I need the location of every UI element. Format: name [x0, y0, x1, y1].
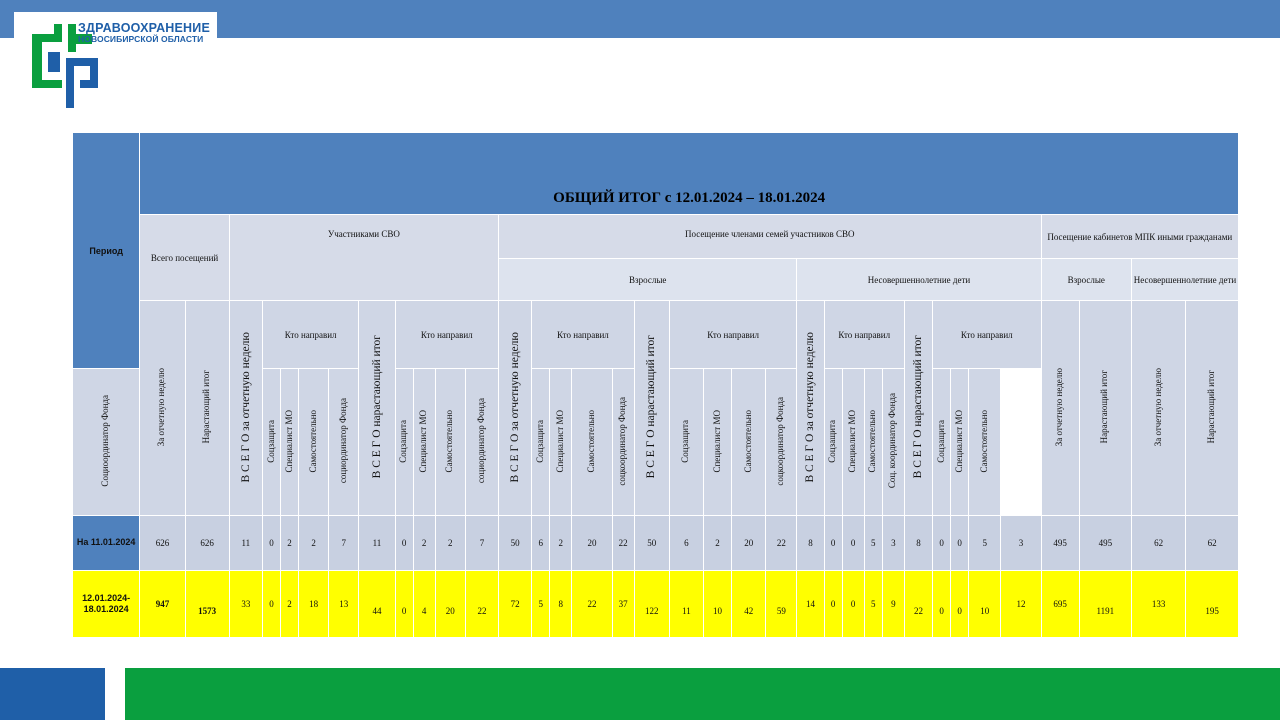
cell: 22: [465, 571, 498, 638]
col-mpk-minors-cumulative: Нарастающий итог: [1186, 301, 1239, 516]
cell: 13: [329, 571, 359, 638]
col-svo-w-self: Самостоятельно: [299, 369, 329, 516]
cell: 0: [933, 571, 951, 638]
col-mn-w-coordinator: соцкоординатор Фонда: [766, 369, 797, 516]
col-mn-c-specialist: Специалист МО: [951, 369, 969, 516]
svo-families-header: Посещение членами семей участников СВО: [499, 215, 1042, 259]
col-svo-total-week: В С Е Г О за отчетную неделю: [229, 301, 262, 516]
row-period: На 11.01.2024: [73, 516, 140, 571]
col-mpk-minors-week: За отчетную неделю: [1131, 301, 1185, 516]
cell: 8: [797, 516, 824, 571]
logo: [14, 12, 217, 104]
cell: 0: [951, 571, 969, 638]
col-svo-total-cumulative: В С Е Г О нарастающий итог: [359, 301, 395, 516]
col-mn-c-coordinator: Соц. координатор Фонда: [882, 369, 904, 516]
col-mpk-adults-week: За отчетную неделю: [1041, 301, 1079, 516]
col-minors-total-cumulative: В С Е Г О нарастающий итог: [904, 301, 932, 516]
col-week: За отчетную неделю: [140, 301, 185, 516]
cell: 2: [703, 516, 731, 571]
period-label: Период: [89, 245, 123, 256]
cell: 10: [703, 571, 731, 638]
cell: 133: [1131, 571, 1185, 638]
cell: 11: [359, 516, 395, 571]
cell: 50: [634, 516, 669, 571]
mpk-others-header: Посещение кабинетов МПК иными гражданами: [1041, 215, 1238, 259]
families-adults-header: Взрослые: [499, 259, 797, 301]
col-adults-total-week: В С Е Г О за отчетную неделю: [499, 301, 532, 516]
logo-text: [78, 22, 210, 44]
adults-referred-week-header: Кто направил: [532, 301, 634, 369]
cell: 2: [435, 516, 465, 571]
cell: 2: [413, 516, 435, 571]
col-ad-c-self: Самостоятельно: [732, 369, 766, 516]
cell: 8: [904, 516, 932, 571]
col-mn-w-self: Самостоятельно: [864, 369, 882, 516]
table-title: ОБЩИЙ ИТОГ с 12.01.2024 – 18.01.2024: [553, 190, 826, 206]
cell: 6: [669, 516, 703, 571]
cell: 5: [864, 516, 882, 571]
cell: 11: [669, 571, 703, 638]
cell: 0: [933, 516, 951, 571]
cell: 195: [1186, 571, 1239, 638]
cell: 947: [140, 571, 185, 638]
cell: 3: [882, 516, 904, 571]
col-svo-c-coordinator: социординатор Фонда: [329, 369, 359, 516]
cell: 7: [465, 516, 498, 571]
col-mn-c-self: Самостоятельно: [969, 369, 1001, 516]
cell: 20: [572, 516, 612, 571]
cell: 0: [262, 571, 280, 638]
cell: 0: [395, 516, 413, 571]
svo-referred-week-header: Кто направил: [262, 301, 358, 369]
cell: 2: [281, 516, 299, 571]
mpk-minors-header: Несовершеннолетние дети: [1131, 259, 1238, 301]
cell: 0: [262, 516, 280, 571]
cell: 44: [359, 571, 395, 638]
cell: 37: [612, 571, 634, 638]
cell: 22: [572, 571, 612, 638]
cell: 12: [1001, 571, 1041, 638]
col-ad-c-social: Соцзащита: [669, 369, 703, 516]
footer-green-bar: [125, 668, 1280, 720]
col-minors-total-week: В С Е Г О за отчетную неделю: [797, 301, 824, 516]
cell: 122: [634, 571, 669, 638]
cell: 626: [185, 516, 229, 571]
col-ad-w-social: Соцзащита: [532, 369, 550, 516]
cell: 62: [1131, 516, 1185, 571]
col-svo-w-specialist: Специалист МО: [281, 369, 299, 516]
table-row: [73, 516, 1239, 571]
cell: 62: [1186, 516, 1239, 571]
col-ad-w-self: Самостоятельно: [572, 369, 612, 516]
cell: 495: [1079, 516, 1131, 571]
cell: 0: [951, 516, 969, 571]
minors-referred-cumulative-header: Кто направил: [933, 301, 1042, 369]
col-mn-w-social: Соцзащита: [824, 369, 842, 516]
cell: 0: [824, 571, 842, 638]
cell: 33: [229, 571, 262, 638]
cell: 1573: [185, 571, 229, 638]
logo-line-2: НОВОСИБИРСКОЙ ОБЛАСТИ: [78, 34, 204, 45]
col-svo-w-social: Соцзащита: [262, 369, 280, 516]
mpk-adults-header: Взрослые: [1041, 259, 1131, 301]
cell: 5: [969, 516, 1001, 571]
cell: 8: [550, 571, 572, 638]
logo-line-1: ЗДРАВООХРАНЕНИЕ: [78, 21, 211, 35]
cell: 20: [435, 571, 465, 638]
col-adults-total-cumulative: В С Е Г О нарастающий итог: [634, 301, 669, 516]
cell: 0: [824, 516, 842, 571]
footer-blue-block: [0, 668, 105, 720]
cell: 5: [864, 571, 882, 638]
col-ad-w-coordinator: социординатор Фонда: [465, 369, 498, 516]
cell: 50: [499, 516, 532, 571]
row-period: 12.01.2024-18.01.2024: [73, 571, 140, 638]
col-cumulative: Нарастающий итог: [185, 301, 229, 516]
cell: 1191: [1079, 571, 1131, 638]
cell: 626: [140, 516, 185, 571]
cell: 20: [732, 516, 766, 571]
cell: 2: [550, 516, 572, 571]
cell: 7: [329, 516, 359, 571]
cell: 3: [1001, 516, 1041, 571]
cell: 495: [1041, 516, 1079, 571]
col-svo-c-specialist: Специалист МО: [413, 369, 435, 516]
cell: 0: [395, 571, 413, 638]
cell: 6: [532, 516, 550, 571]
col-mn-w-specialist: Специалист МО: [842, 369, 864, 516]
cell: 22: [904, 571, 932, 638]
cell: 0: [842, 571, 864, 638]
cell: 695: [1041, 571, 1079, 638]
col-svo-c-social: Соцзащита: [395, 369, 413, 516]
cell: 9: [882, 571, 904, 638]
cell: 5: [532, 571, 550, 638]
col-mn-c-social: Соцзащита: [933, 369, 951, 516]
cell: 2: [281, 571, 299, 638]
table-row: [73, 571, 1239, 638]
cell: 18: [299, 571, 329, 638]
col-mpk-adults-cumulative: Нарастающий итог: [1079, 301, 1131, 516]
col-svo-c-self: Самостоятельно: [435, 369, 465, 516]
cell: 11: [229, 516, 262, 571]
visits-summary-table: [72, 132, 1239, 638]
cell: 4: [413, 571, 435, 638]
col-svo-w-coordinator: Социоординатор Фонда: [73, 369, 140, 516]
cell: 10: [969, 571, 1001, 638]
cell: 14: [797, 571, 824, 638]
cell: 42: [732, 571, 766, 638]
col-ad-w-specialist: Специалист МО: [550, 369, 572, 516]
adults-referred-cumulative-header: Кто направил: [669, 301, 797, 369]
cell: 22: [766, 516, 797, 571]
period-header: [73, 133, 140, 369]
cell: 59: [766, 571, 797, 638]
cell: 2: [299, 516, 329, 571]
total-visits-header: Всего посещений: [140, 215, 229, 301]
table-title-cell: [140, 133, 1239, 215]
cell: 72: [499, 571, 532, 638]
col-ad-c-coordinator: соцкоординатор Фонда: [612, 369, 634, 516]
families-minors-header: Несовершеннолетние дети: [797, 259, 1041, 301]
svo-referred-cumulative-header: Кто направил: [395, 301, 498, 369]
cell: 22: [612, 516, 634, 571]
minors-referred-week-header: Кто направил: [824, 301, 904, 369]
cell: 0: [842, 516, 864, 571]
col-ad-c-specialist: Специалист МО: [703, 369, 731, 516]
svo-participants-header: Участниками СВО: [229, 215, 498, 301]
